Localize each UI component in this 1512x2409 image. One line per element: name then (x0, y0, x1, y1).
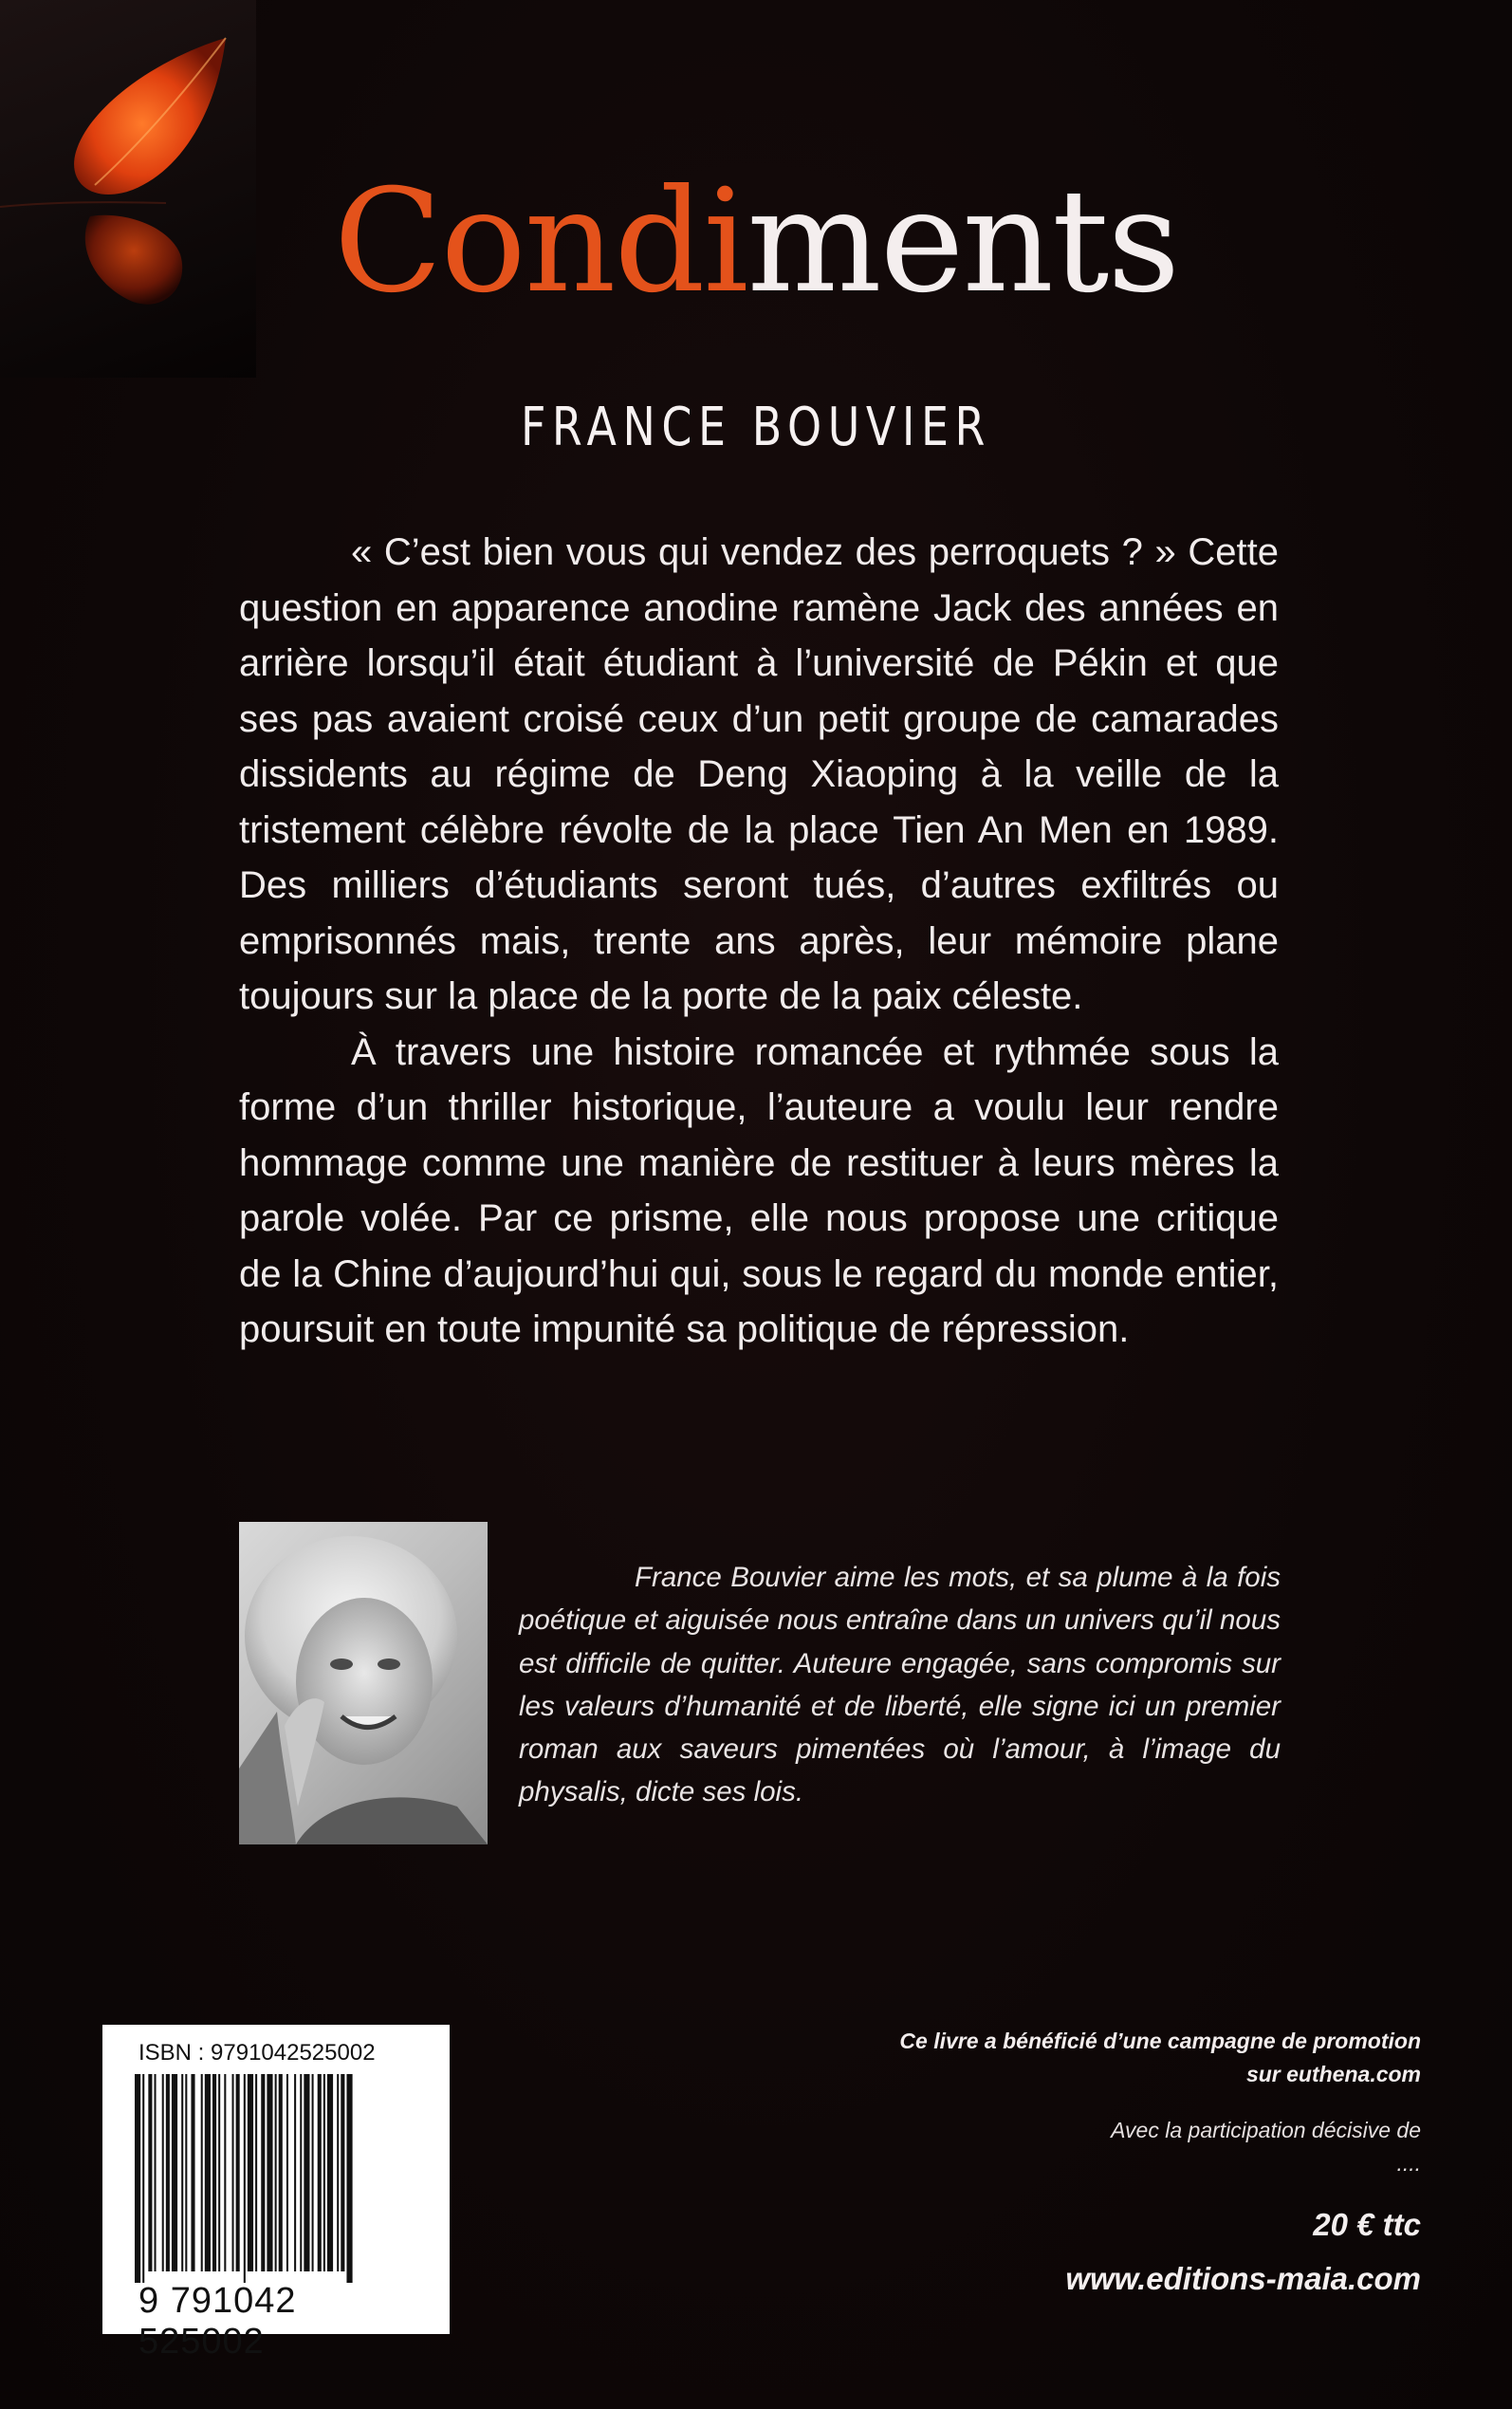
publisher-website: www.editions-maia.com (1065, 2261, 1421, 2296)
barcode-bar (286, 2074, 288, 2271)
book-title-rest: ments (747, 159, 1179, 324)
barcode-bar (232, 2074, 234, 2271)
isbn-barcode (102, 2025, 450, 2362)
participation-line-1: Avec la participation décisive de (1111, 2118, 1421, 2142)
barcode-bar (248, 2074, 253, 2271)
participation-note (757, 2114, 1421, 2180)
barcode-bar (218, 2074, 220, 2271)
barcode-bar (261, 2074, 265, 2271)
book-title-accent: Condi (333, 159, 747, 324)
barcode-bar (224, 2074, 226, 2271)
promotion-note (757, 2025, 1421, 2091)
author-name: FRANCE BOUVIER (520, 397, 992, 458)
barcode-bar (255, 2074, 257, 2271)
barcode-bar (236, 2074, 240, 2271)
synopsis-paragraph-2: À travers une histoire romancée et rythmée sous la forme d’un thriller historique, l’auteure a voulu leur rendre hommage comme une manière de restituer à leurs mères la parole volée. Par ce prisme, elle nous propose une critique de la Chine d’aujourd’hui qui, sous le regard du monde entier, poursuit en toute impunité sa politique de répression. (239, 1030, 1279, 1350)
isbn-label: ISBN : 9791042525002 (138, 2040, 376, 2066)
book-title (0, 159, 1512, 324)
barcode-bar (318, 2074, 322, 2271)
barcode-bar (275, 2074, 277, 2271)
barcode-bar (212, 2074, 216, 2271)
barcode-bar (346, 2074, 352, 2283)
barcode-bar (341, 2074, 344, 2271)
author-portrait (239, 1522, 488, 1844)
promotion-line-2: sur euthena.com (1245, 2062, 1421, 2086)
participation-line-2: .... (1396, 2151, 1421, 2176)
synopsis-paragraph-1: « C’est bien vous qui vendez des perroquets ? » Cette question en apparence anodine ramène Jack des années en arrière lorsqu’il était étudiant à l’université de Pékin et que ses pas avaient croisé ceux d’un petit groupe de camarades dissidents au régime de Deng Xiaoping à la veille de la tristement célèbre révolte de la place Tien An Men en 1989. Des milliers d’étudiants seront tués, d’autres exfiltrés ou emprisonnés mais, trente ans après, leur mémoire plane toujours sur la place de la porte de la paix céleste. (239, 531, 1279, 1017)
barcode-digits: 9 791042 525002 (138, 2281, 297, 2362)
barcode-bar (142, 2074, 144, 2283)
barcode-bar (166, 2074, 170, 2271)
barcode-bar (155, 2074, 157, 2271)
barcode-bar (191, 2074, 194, 2271)
barcode-bar (304, 2074, 309, 2271)
barcode-bar (205, 2074, 211, 2271)
barcode-bar (135, 2074, 140, 2283)
barcode-bar (244, 2074, 246, 2283)
barcode-bar (172, 2074, 177, 2271)
barcode-bar (185, 2074, 187, 2271)
promotion-line-1: Ce livre a bénéficié d’une campagne de promotion (899, 2029, 1421, 2053)
price: 20 € ttc (1313, 2207, 1421, 2242)
barcode-bar (148, 2074, 152, 2271)
barcode-bar (162, 2074, 164, 2271)
barcode-bar (337, 2074, 339, 2271)
barcode-bar (279, 2074, 283, 2271)
barcode-bar (181, 2074, 183, 2271)
barcode-bar (300, 2074, 302, 2271)
author-bio-text: France Bouvier aime les mots, et sa plume à la fois poétique et aiguisée nous entraîne dans un univers qu’il nous est difficile de quitter. Auteure engagée, sans compromis sur les valeurs d’humanité et de liberté, elle signe ici un premier roman aux saveurs pimentées où l’amour, à l’image du physalis, dicte ses lois. (519, 1562, 1281, 1808)
synopsis (239, 525, 1279, 1358)
barcode-bar (323, 2074, 325, 2271)
barcode-bar (267, 2074, 272, 2271)
barcode-bar (327, 2074, 333, 2271)
author-bio (519, 1556, 1281, 1814)
barcode-bar (294, 2074, 296, 2271)
barcode-bar (312, 2074, 314, 2271)
barcode-bar (201, 2074, 203, 2271)
